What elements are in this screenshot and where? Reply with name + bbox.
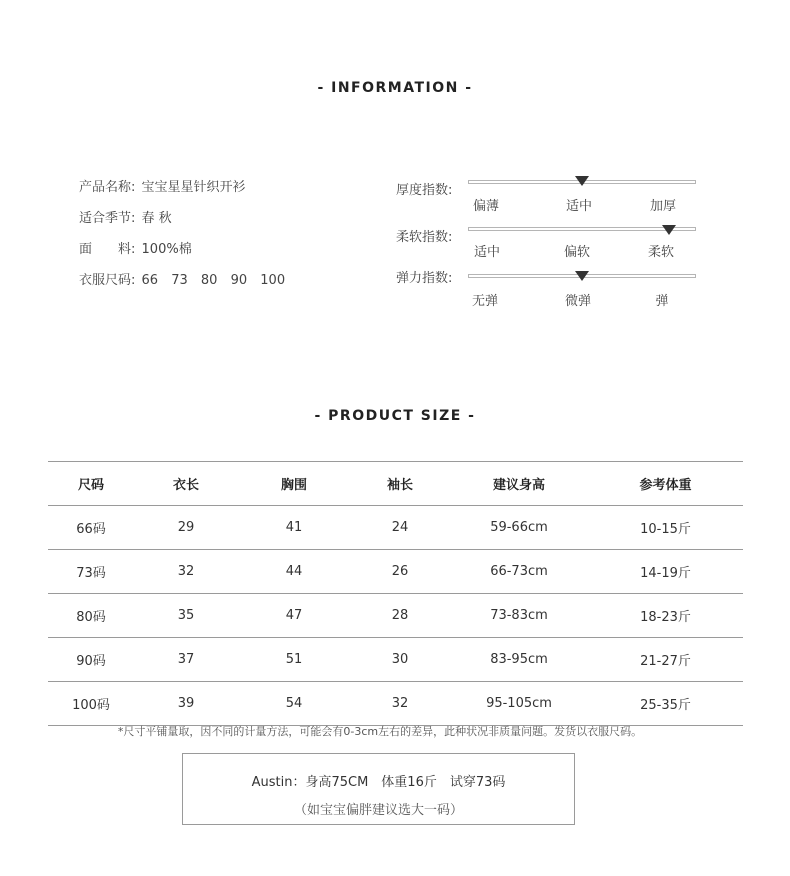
cell-size: 73码 — [48, 550, 134, 594]
model-info: Austin：身高75CM 体重16斤 试穿73码 — [251, 775, 506, 790]
information-title: - INFORMATION - — [317, 80, 473, 96]
detail-season-value: 春 秋 — [141, 211, 172, 226]
cell-sleeve: 24 — [350, 506, 450, 550]
cell-height: 66-73cm — [450, 550, 588, 594]
meter-elasticity-tick-high: 弹 — [655, 294, 669, 309]
cell-sleeve: 26 — [350, 550, 450, 594]
table-row — [48, 550, 743, 594]
cell-chest: 47 — [238, 594, 350, 638]
meter-elasticity-tick-low: 无弹 — [471, 294, 499, 309]
size-table — [48, 461, 743, 726]
cell-length: 39 — [134, 682, 238, 726]
cell-weight: 25-35斤 — [588, 682, 743, 726]
size-100: 100 — [260, 273, 286, 288]
meter-thickness-pointer — [575, 176, 589, 186]
cell-weight: 21-27斤 — [588, 638, 743, 682]
measurement-note: *尺寸平铺量取，因不同的计量方法，可能会有0-3cm左右的差异，此种状况非质量问题。发货以衣服尺码。 — [117, 725, 643, 738]
table-row — [48, 506, 743, 550]
header-height: 建议身高 — [450, 462, 588, 506]
detail-sizes-value — [142, 272, 295, 290]
meter-softness-tick-low: 适中 — [473, 245, 501, 260]
meter-elasticity — [396, 267, 706, 307]
meter-thickness-tick-mid: 适中 — [565, 199, 593, 214]
header-chest: 胸围 — [238, 462, 350, 506]
meter-softness-tick-high: 柔软 — [647, 245, 675, 260]
detail-name — [79, 179, 294, 210]
meter-softness-tick-mid: 偏软 — [563, 245, 591, 260]
cell-chest: 54 — [238, 682, 350, 726]
table-row — [48, 682, 743, 726]
detail-sizes-label: 衣服尺码: — [79, 273, 136, 288]
cell-weight: 10-15斤 — [588, 506, 743, 550]
cell-size: 90码 — [48, 638, 134, 682]
meter-softness — [396, 226, 706, 266]
size-table-header — [48, 462, 743, 506]
meter-thickness-tick-high: 加厚 — [649, 199, 677, 214]
cell-sleeve: 32 — [350, 682, 450, 726]
size-66: 66 — [141, 273, 159, 288]
table-row — [48, 594, 743, 638]
cell-length: 32 — [134, 550, 238, 594]
cell-height: 59-66cm — [450, 506, 588, 550]
table-row — [48, 638, 743, 682]
size-73: 73 — [171, 273, 188, 288]
cell-size: 100码 — [48, 682, 134, 726]
meter-softness-label: 柔软指数: — [396, 230, 453, 245]
header-size: 尺码 — [48, 462, 134, 506]
detail-name-label: 产品名称: — [79, 180, 136, 195]
size-80: 80 — [200, 273, 218, 288]
cell-size: 66码 — [48, 506, 134, 550]
detail-fabric-label: 面 料: — [79, 242, 136, 257]
cell-chest: 41 — [238, 506, 350, 550]
model-info-box — [182, 753, 575, 825]
cell-length: 37 — [134, 638, 238, 682]
cell-size: 80码 — [48, 594, 134, 638]
cell-sleeve: 28 — [350, 594, 450, 638]
cell-chest: 44 — [238, 550, 350, 594]
model-advice: （如宝宝偏胖建议选大一码） — [293, 803, 463, 818]
meter-elasticity-label: 弹力指数: — [396, 271, 453, 286]
detail-fabric-value: 100%棉 — [141, 242, 192, 257]
cell-height: 83-95cm — [450, 638, 588, 682]
detail-season — [79, 210, 294, 241]
product-size-title: - PRODUCT SIZE - — [314, 408, 476, 424]
header-sleeve: 袖长 — [350, 462, 450, 506]
meter-elasticity-pointer — [575, 271, 589, 281]
meter-thickness-tick-low: 偏薄 — [472, 199, 500, 214]
detail-season-label: 适合季节: — [79, 211, 136, 226]
meter-softness-pointer — [662, 225, 676, 235]
detail-sizes — [79, 272, 294, 303]
cell-length: 35 — [134, 594, 238, 638]
detail-name-value: 宝宝星星针织开衫 — [141, 180, 246, 195]
cell-height: 95-105cm — [450, 682, 588, 726]
meter-elasticity-tick-mid: 微弹 — [564, 294, 592, 309]
product-details — [79, 179, 294, 303]
cell-weight: 14-19斤 — [588, 550, 743, 594]
cell-length: 29 — [134, 506, 238, 550]
cell-height: 73-83cm — [450, 594, 588, 638]
meter-thickness-label: 厚度指数: — [396, 183, 453, 198]
cell-chest: 51 — [238, 638, 350, 682]
size-90: 90 — [230, 273, 248, 288]
header-length: 衣长 — [134, 462, 238, 506]
meter-thickness — [396, 179, 706, 219]
cell-sleeve: 30 — [350, 638, 450, 682]
cell-weight: 18-23斤 — [588, 594, 743, 638]
detail-fabric — [79, 241, 294, 272]
header-weight: 参考体重 — [588, 462, 743, 506]
